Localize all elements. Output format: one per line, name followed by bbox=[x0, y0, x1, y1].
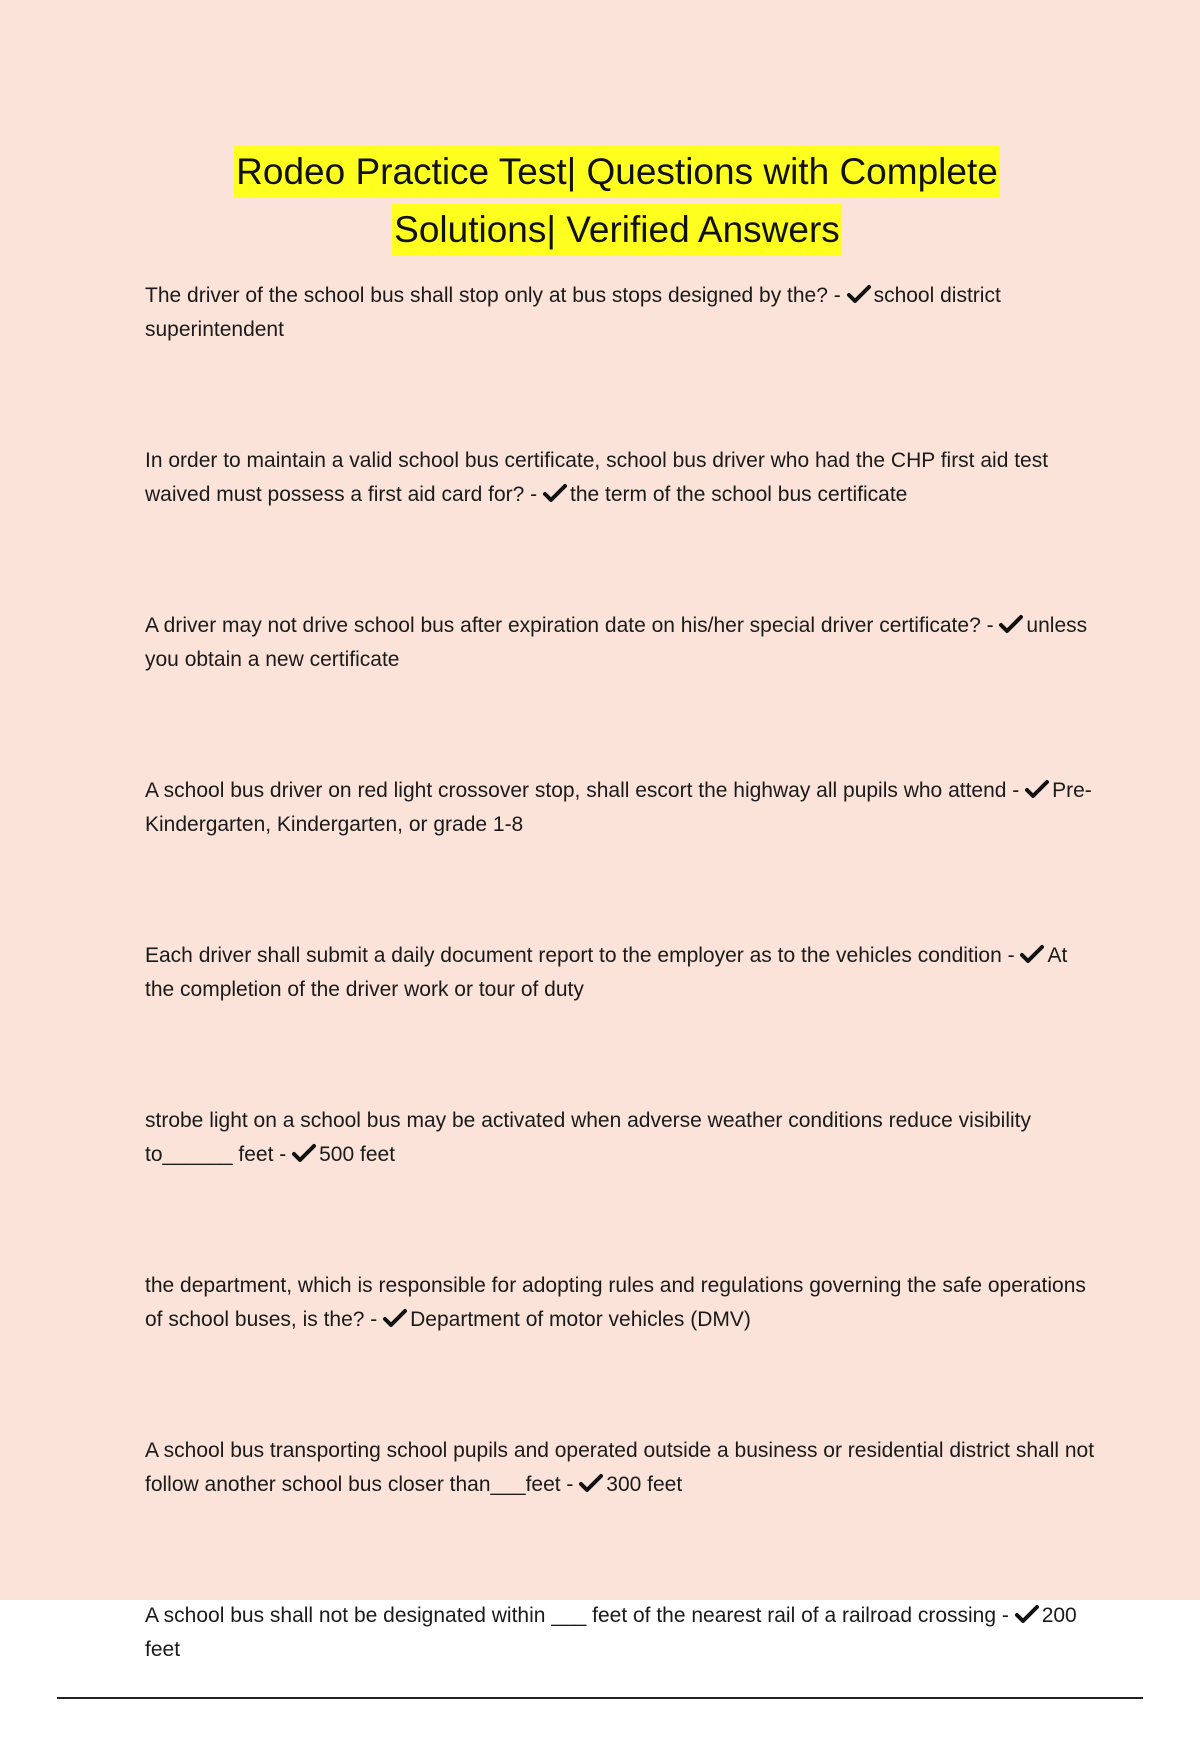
checkmark-icon bbox=[543, 483, 567, 503]
qa-item bbox=[145, 1269, 1095, 1337]
checkmark-icon bbox=[847, 284, 871, 304]
question-text: A school bus transporting school pupils and operated outside a business or residential district shall not follow another school bus closer than___feet - bbox=[145, 1439, 1095, 1496]
checkmark-icon bbox=[579, 1473, 603, 1493]
qa-item bbox=[145, 939, 1095, 1007]
title-line-1: Rodeo Practice Test| Questions with Complete bbox=[234, 146, 1000, 198]
qa-item bbox=[145, 1434, 1095, 1502]
qa-item bbox=[145, 609, 1095, 677]
checkmark-icon bbox=[1015, 1604, 1039, 1624]
qa-item bbox=[145, 1104, 1095, 1172]
qa-list bbox=[145, 279, 1095, 1764]
answer-text: the term of the school bus certificate bbox=[570, 483, 908, 506]
answer-text: 500 feet bbox=[319, 1143, 396, 1166]
answer-text: 300 feet bbox=[606, 1473, 683, 1496]
checkmark-icon bbox=[1025, 779, 1049, 799]
answer-text: Pre-Kindergarten, Kindergarten, or grade 1-8 bbox=[145, 779, 1092, 836]
question-text: A school bus driver on red light crossover stop, shall escort the highway all pupils who attend - bbox=[145, 779, 1026, 802]
answer-text: unless you obtain a new certificate bbox=[145, 614, 1088, 671]
footer-divider bbox=[57, 1697, 1143, 1699]
checkmark-icon bbox=[383, 1308, 407, 1328]
qa-item bbox=[145, 444, 1095, 512]
qa-item bbox=[145, 774, 1095, 842]
qa-item bbox=[145, 1599, 1095, 1667]
question-text: A school bus shall not be designated within ___ feet of the nearest rail of a railroad crossing - bbox=[145, 1604, 1015, 1627]
checkmark-icon bbox=[292, 1143, 316, 1163]
answer-text: school district superintendent bbox=[145, 284, 1001, 341]
question-text: A driver may not drive school bus after expiration date on his/her special driver certificate? - bbox=[145, 614, 1000, 637]
answer-text: 200 feet bbox=[145, 1604, 1077, 1661]
checkmark-icon bbox=[1020, 944, 1044, 964]
document-title bbox=[0, 146, 1200, 262]
question-text: Each driver shall submit a daily document report to the employer as to the vehicles condition - bbox=[145, 944, 1021, 967]
question-text: the department, which is responsible for adopting rules and regulations governing the safe operations of school buses, is the? - bbox=[145, 1274, 1086, 1331]
question-text: strobe light on a school bus may be activated when adverse weather conditions reduce visibility to______ feet - bbox=[145, 1109, 1031, 1166]
answer-text: Department of motor vehicles (DMV) bbox=[410, 1308, 751, 1331]
answer-text: At the completion of the driver work or tour of duty bbox=[145, 944, 1068, 1001]
question-text: In order to maintain a valid school bus certificate, school bus driver who had the CHP first aid test waived must possess a first aid card for? - bbox=[145, 449, 1049, 506]
qa-item bbox=[145, 279, 1095, 347]
question-text: The driver of the school bus shall stop only at bus stops designed by the? - bbox=[145, 284, 847, 307]
title-line-2: Solutions| Verified Answers bbox=[392, 204, 842, 256]
checkmark-icon bbox=[999, 614, 1023, 634]
